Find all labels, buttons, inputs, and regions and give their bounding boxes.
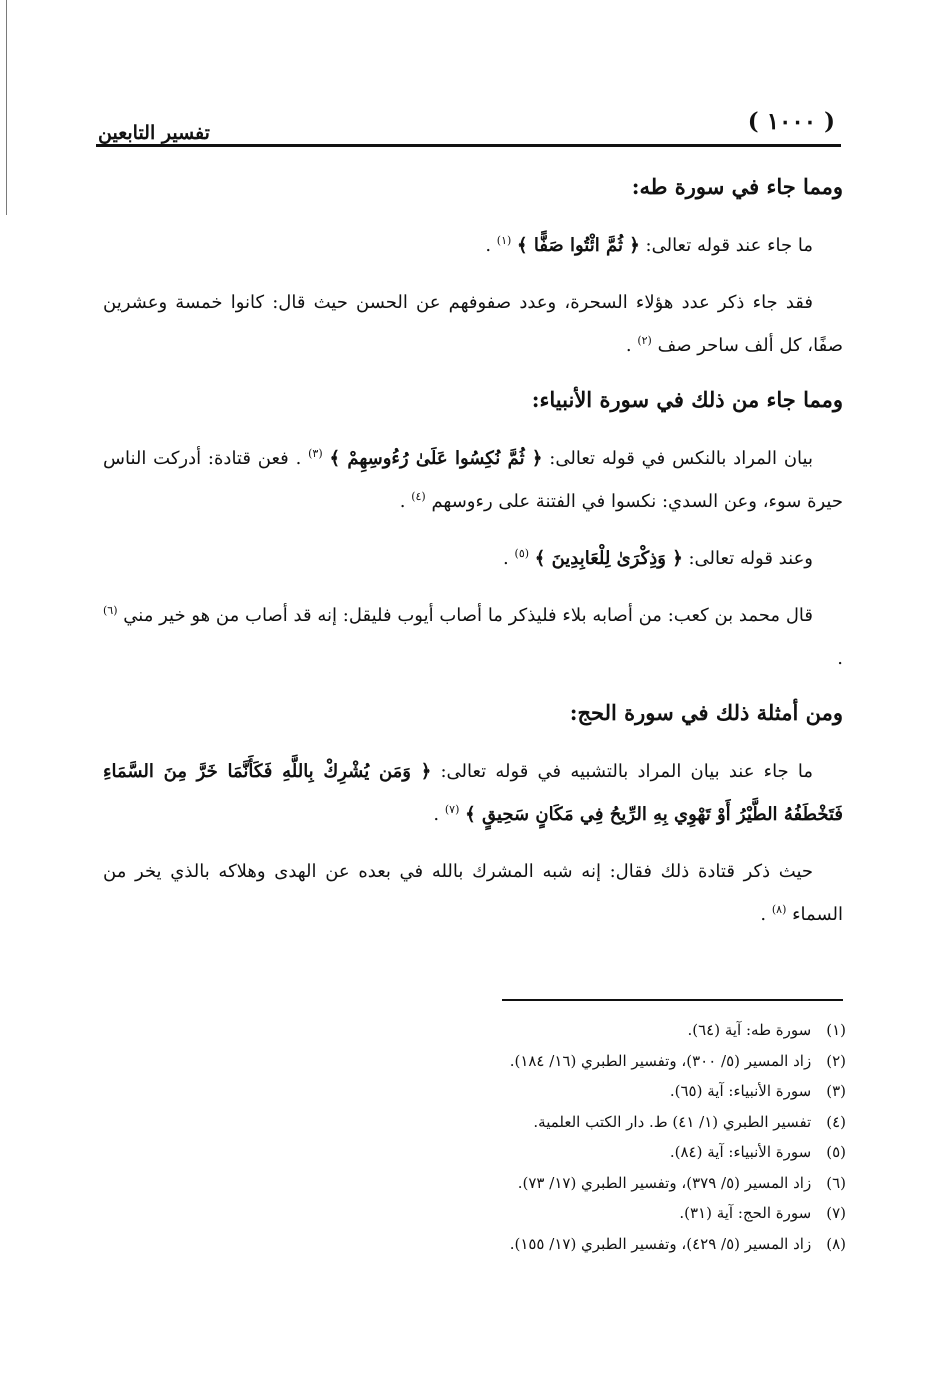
- footnote-number: (٥): [826, 1143, 846, 1161]
- quran-quote: ﴿ وَمَن يُشْرِكْ بِاللَّهِ فَكَأَنَّمَا خَرَّ مِنَ السَّمَاءِ فَتَخْطَفُهُ الطَّيْرُ أَوْ تَهْوِي بِهِ الرِّيحُ فِي مَكَانٍ سَحِيقٍ ﴾: [103, 761, 843, 825]
- footnote: [300, 1198, 846, 1229]
- paragraph-text: بيان المراد بالنكس في قوله تعالى:: [542, 448, 813, 469]
- footnote-text: تفسير الطبري (١/ ٤١) ط. دار الكتب العلمية.: [533, 1112, 812, 1131]
- footnote-number: (٤): [826, 1112, 846, 1131]
- footnote-reference: (٢): [637, 334, 652, 347]
- footnote-text: سورة الأنبياء: آية (٦٥).: [669, 1082, 812, 1100]
- page-header: [96, 100, 841, 152]
- quran-quote: ﴿ وَذِكْرَىٰ لِلْعَابِدِينَ ﴾: [534, 548, 683, 569]
- footnote: [300, 1168, 846, 1199]
- footnote-number: (١): [826, 1021, 846, 1039]
- footnote-text: سورة طه: آية (٦٤).: [687, 1021, 812, 1039]
- section-taha: [103, 168, 843, 367]
- footnote-number: (٨): [826, 1234, 846, 1253]
- paragraph: [103, 537, 843, 580]
- paragraph: [103, 850, 843, 936]
- footnote: [300, 1076, 846, 1107]
- quran-quote: ﴿ ثُمَّ ائْتُوا صَفًّا ﴾: [517, 235, 640, 256]
- section-heading: ومما جاء في سورة طه:: [631, 174, 843, 199]
- footnote: [300, 1137, 846, 1168]
- paragraph-text: ما جاء عند بيان المراد بالتشبيه في قوله تعالى:: [431, 761, 813, 782]
- page-number: ( ١٠٠٠ ): [747, 108, 835, 135]
- paragraph-text: ما جاء عند قوله تعالى:: [639, 235, 813, 256]
- footnote-reference: (١): [496, 234, 512, 247]
- footnote-number: (٦): [826, 1173, 846, 1192]
- quran-quote: ﴿ ثُمَّ نُكِسُوا عَلَىٰ رُءُوسِهِمْ ﴾: [329, 448, 543, 469]
- footnote: [300, 1107, 846, 1138]
- paragraph-text: .: [433, 804, 440, 825]
- paragraph-text: .: [485, 235, 492, 256]
- footnote-number: (٣): [826, 1082, 846, 1100]
- paragraph: [103, 281, 843, 367]
- main-text: [103, 168, 843, 950]
- footnote-reference: (٤): [411, 490, 426, 503]
- paragraph: [103, 437, 843, 523]
- footnotes: [300, 1015, 846, 1259]
- footnote-number: (٢): [826, 1051, 846, 1070]
- paragraph-text: .: [503, 548, 509, 569]
- header-rule: [96, 144, 841, 147]
- paragraph: [103, 594, 843, 680]
- paragraph-text: حيث ذكر قتادة ذلك فقال: إنه شبه المشرك بالله في بعده عن الهدى وهلاكه بالذي يخر من السماء: [103, 861, 843, 925]
- paragraph-text: وعند قوله تعالى:: [682, 548, 813, 569]
- footnote-reference: (٦): [103, 604, 118, 617]
- footnote-text: سورة الحج: آية (٣١).: [679, 1204, 812, 1222]
- scan-edge-line: [6, 0, 7, 215]
- footnote: [300, 1229, 846, 1260]
- paragraph-text: .: [399, 491, 406, 512]
- paragraph-text: .: [625, 335, 632, 356]
- paragraph-text: . فعن قتادة: أدركت الناس حيرة سوء، وعن السدي: نكسوا في الفتنة على رءوسهم: [103, 448, 843, 512]
- footnote-reference: (٧): [444, 803, 460, 816]
- footnote-reference: (٣): [308, 447, 323, 460]
- footnote-text: زاد المسير (٥/ ٣٠٠)، وتفسير الطبري (١٦/ ١٨٤).: [509, 1051, 812, 1070]
- section-heading: ومما جاء من ذلك في سورة الأنبياء:: [531, 387, 843, 412]
- paragraph: [103, 750, 843, 836]
- paragraph: [103, 224, 843, 267]
- paragraph-text: .: [837, 648, 843, 669]
- paragraph-text: قال محمد بن كعب: من أصابه بلاء فليذكر ما أصاب أيوب فليقل: إنه قد أصاب من هو خير مني: [123, 605, 813, 626]
- footnote-reference: (٨): [771, 903, 787, 916]
- footnote-number: (٧): [826, 1204, 846, 1222]
- footnote-separator: [502, 999, 843, 1001]
- footnote: [300, 1046, 846, 1077]
- footnote: [300, 1015, 846, 1046]
- paragraph-text: فقد جاء ذكر عدد هؤلاء السحرة، وعدد صفوفهم عن الحسن حيث قال: كانوا خمسة وعشرين صفًا، كل ألف ساحر صف: [103, 292, 843, 356]
- running-title: تفسير التابعين: [98, 122, 210, 144]
- section-heading: ومن أمثلة ذلك في سورة الحج:: [569, 700, 843, 725]
- footnote-text: زاد المسير (٥/ ٣٧٩)، وتفسير الطبري (١٧/ ٧٣).: [517, 1173, 812, 1192]
- footnote-reference: (٥): [514, 547, 530, 560]
- paragraph-text: .: [760, 904, 767, 925]
- section-hajj: [103, 694, 843, 936]
- footnote-text: زاد المسير (٥/ ٤٢٩)، وتفسير الطبري (١٧/ ١٥٥).: [509, 1234, 812, 1253]
- section-anbiya: [103, 381, 843, 680]
- footnote-text: سورة الأنبياء: آية (٨٤).: [669, 1143, 812, 1161]
